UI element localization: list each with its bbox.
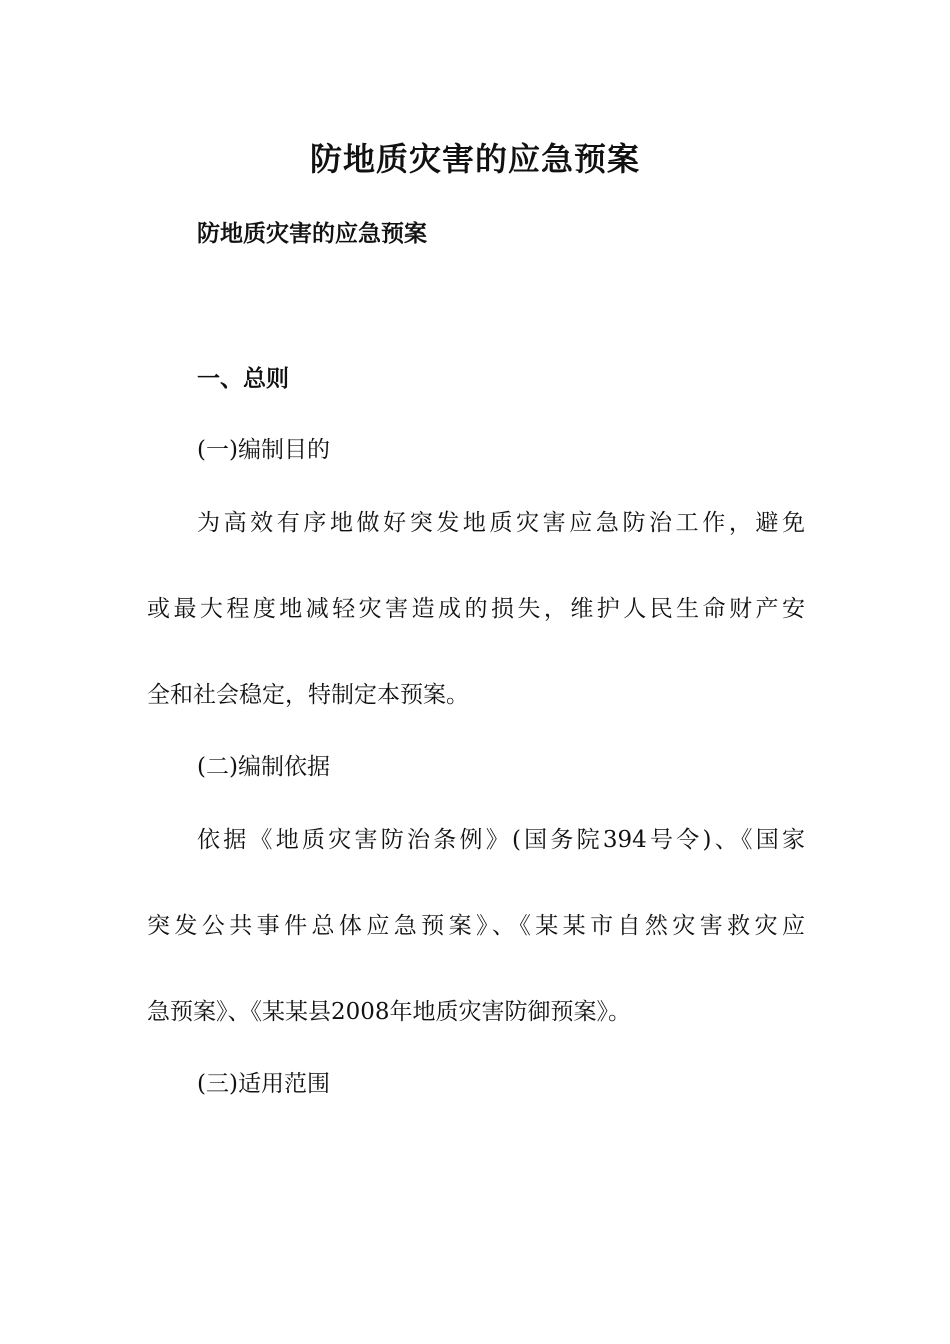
- basis-line-1: 依据《地质灾害防治条例》(国务院394号令)、《国家: [197, 827, 805, 853]
- basis-line-2: 突发公共事件总体应急预案》、《某某市自然灾害救灾应: [147, 913, 805, 939]
- purpose-line-1: 为高效有序地做好突发地质灾害应急防治工作，避免: [197, 510, 805, 536]
- subsection-heading-scope: (三)适用范围: [197, 1071, 330, 1097]
- subsection-heading-basis: (二)编制依据: [197, 754, 330, 780]
- document-subtitle: 防地质灾害的应急预案: [197, 221, 427, 247]
- purpose-line-3: 全和社会稳定，特制定本预案。: [147, 682, 469, 708]
- purpose-line-2: 或最大程度地减轻灾害造成的损失，维护人民生命财产安: [147, 596, 805, 622]
- document-title: 防地质灾害的应急预案: [309, 140, 640, 178]
- basis-line-3: 急预案》、《某某县2008年地质灾害防御预案》。: [147, 999, 632, 1025]
- section-heading-general: 一、总则: [197, 366, 289, 392]
- subsection-heading-purpose: (一)编制目的: [197, 437, 330, 463]
